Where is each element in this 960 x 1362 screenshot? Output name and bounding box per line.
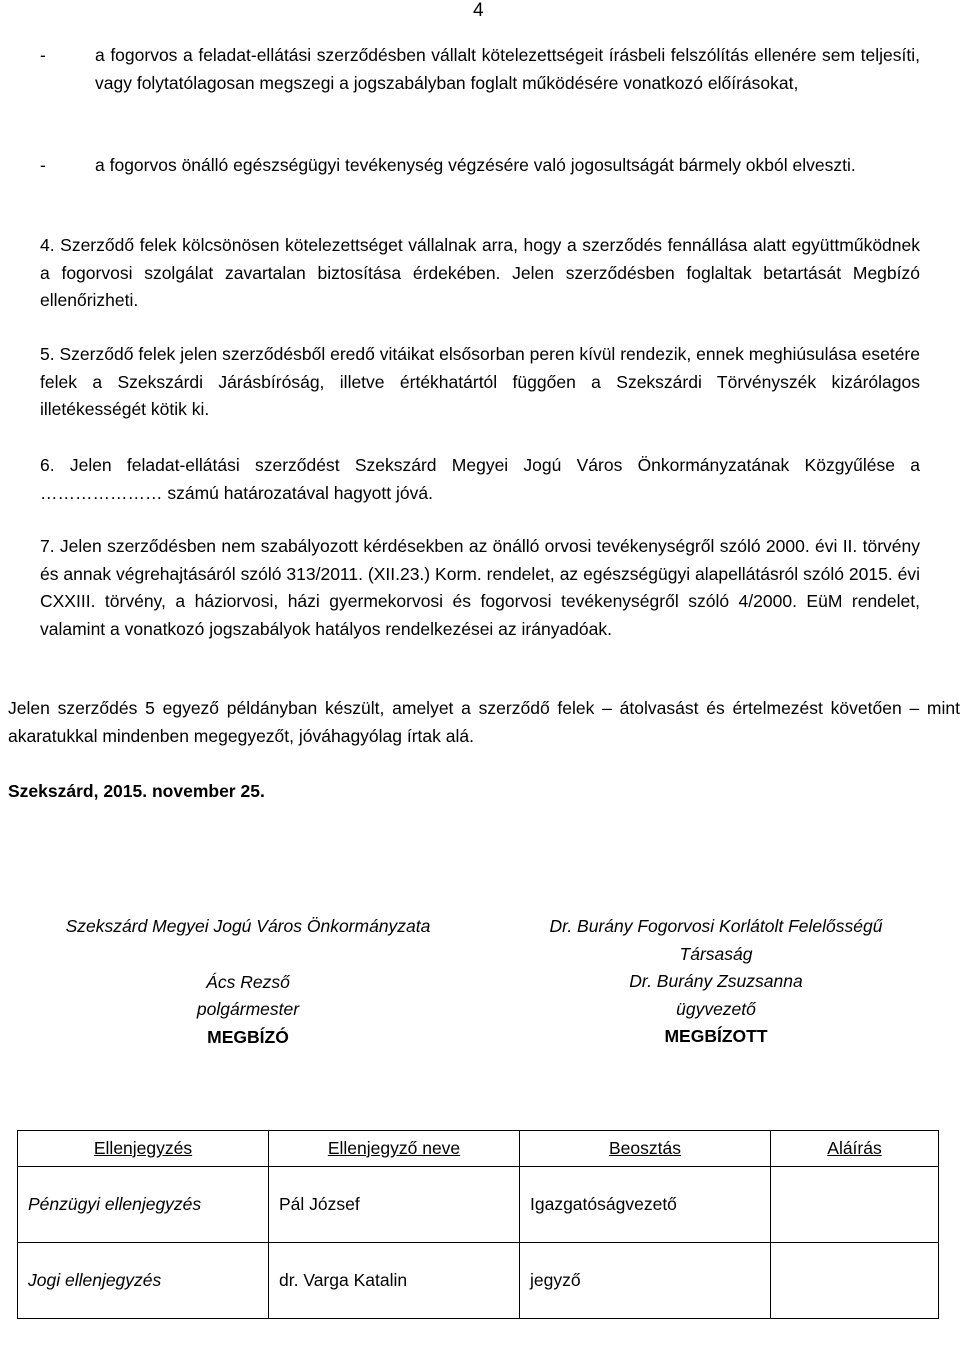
signatory-title: polgármester: [196, 999, 300, 1019]
closing-paragraph: Jelen szerződés 5 egyező példányban készült, amelyet a szerződő felek – átolvasást és értelmezést követően – mint akaratukkal mindenben megegyezőt, jóváhagyólag írtak alá.: [8, 698, 960, 746]
paragraph-7: 7. Jelen szerződésben nem szabályozott kérdésekben az önálló orvosi tevékenységről szóló 2000. évi II. törvény és annak végrehajtásáról szóló 313/2011. (XII.23.) Korm. rendelet, az egészségügyi alapellátásról szóló 2015. évi CXXIII. törvény, a háziorvosi, házi gyermekorvosi és fogorvosi tevékenységről szóló 4/2000. EüM rendelet, valamint a vonatkozó jogszabályok hatályos rendelkezései az irányadóak.: [40, 536, 920, 639]
column-header: Ellenjegyzés: [18, 1131, 269, 1167]
signatory-org: Szekszárd Megyei Jogú Város Önkormányzata: [65, 916, 431, 936]
signatory-org: Dr. Burány Fogorvosi Korlátolt Felelősségű: [549, 916, 883, 936]
signatory-role: MEGBÍZOTT: [664, 1026, 768, 1046]
countersign-table: [17, 1130, 939, 1319]
list-item-text: a fogorvos a feladat-ellátási szerződésben vállalt kötelezettségeit írásbeli felszólítás ellenére sem teljesíti, vagy folytatólagosan megszegi a jogszabályban foglalt működésére vonatkozó előírásokat,: [95, 45, 920, 93]
list-item: [40, 152, 920, 180]
table-header-row: [18, 1131, 939, 1167]
table-row: [18, 1167, 939, 1243]
table-cell: Pál József: [269, 1167, 520, 1243]
signatory-title: ügyvezető: [676, 998, 756, 1019]
list-dash: -: [40, 45, 46, 65]
list-item: [40, 42, 920, 97]
table-cell: Igazgatóságvezető: [520, 1167, 771, 1243]
list-dash: -: [40, 155, 46, 175]
table-cell: jegyző: [520, 1243, 771, 1319]
place-date: Szekszárd, 2015. november 25.: [8, 781, 265, 801]
table-cell: Jogi ellenjegyzés: [18, 1243, 269, 1319]
paragraph-6: 6. Jelen feladat-ellátási szerződést Szekszárd Megyei Jogú Város Önkormányzatának Közgyűlése a ………………… számú határozatával hagyott jóvá.: [40, 455, 920, 503]
paragraph-5: 5. Szerződő felek jelen szerződésből eredő vitáikat elsősorban peren kívül rendezik, ennek meghiúsulása esetére felek a Szekszárdi Járásbíróság, illetve értékhatártól függően a Szekszárdi Törvényszék kizárólagos illetékességét kötik ki.: [40, 344, 920, 419]
table-cell: Pénzügyi ellenjegyzés: [18, 1167, 269, 1243]
signature-cell: [771, 1167, 939, 1243]
signature-block-right: [500, 913, 932, 1051]
column-header: Aláírás: [771, 1131, 939, 1167]
paragraph-4: 4. Szerződő felek kölcsönösen kötelezettséget vállalnak arra, hogy a szerződés fennállása alatt együttműködnek a fogorvosi szolgálat zavartalan biztosítása érdekében. Jelen szerződésben foglaltak betartását Megbízó ellenőrizheti.: [40, 235, 920, 310]
page-number: 4: [473, 0, 484, 21]
column-header: Beosztás: [520, 1131, 771, 1167]
signature-block-left: [40, 913, 456, 1051]
signatory-name: Ács Rezső: [206, 971, 290, 992]
table-row: [18, 1243, 939, 1319]
signature-cell: [771, 1243, 939, 1319]
table-cell: dr. Varga Katalin: [269, 1243, 520, 1319]
list-item-text: a fogorvos önálló egészségügyi tevékenység végzésére való jogosultságát bármely okból elveszti.: [95, 155, 856, 175]
signatory-org-cont: Társaság: [679, 943, 753, 964]
signatory-name: Dr. Burány Zsuzsanna: [629, 971, 803, 991]
signatory-role: MEGBÍZÓ: [207, 1026, 289, 1047]
column-header: Ellenjegyző neve: [269, 1131, 520, 1167]
